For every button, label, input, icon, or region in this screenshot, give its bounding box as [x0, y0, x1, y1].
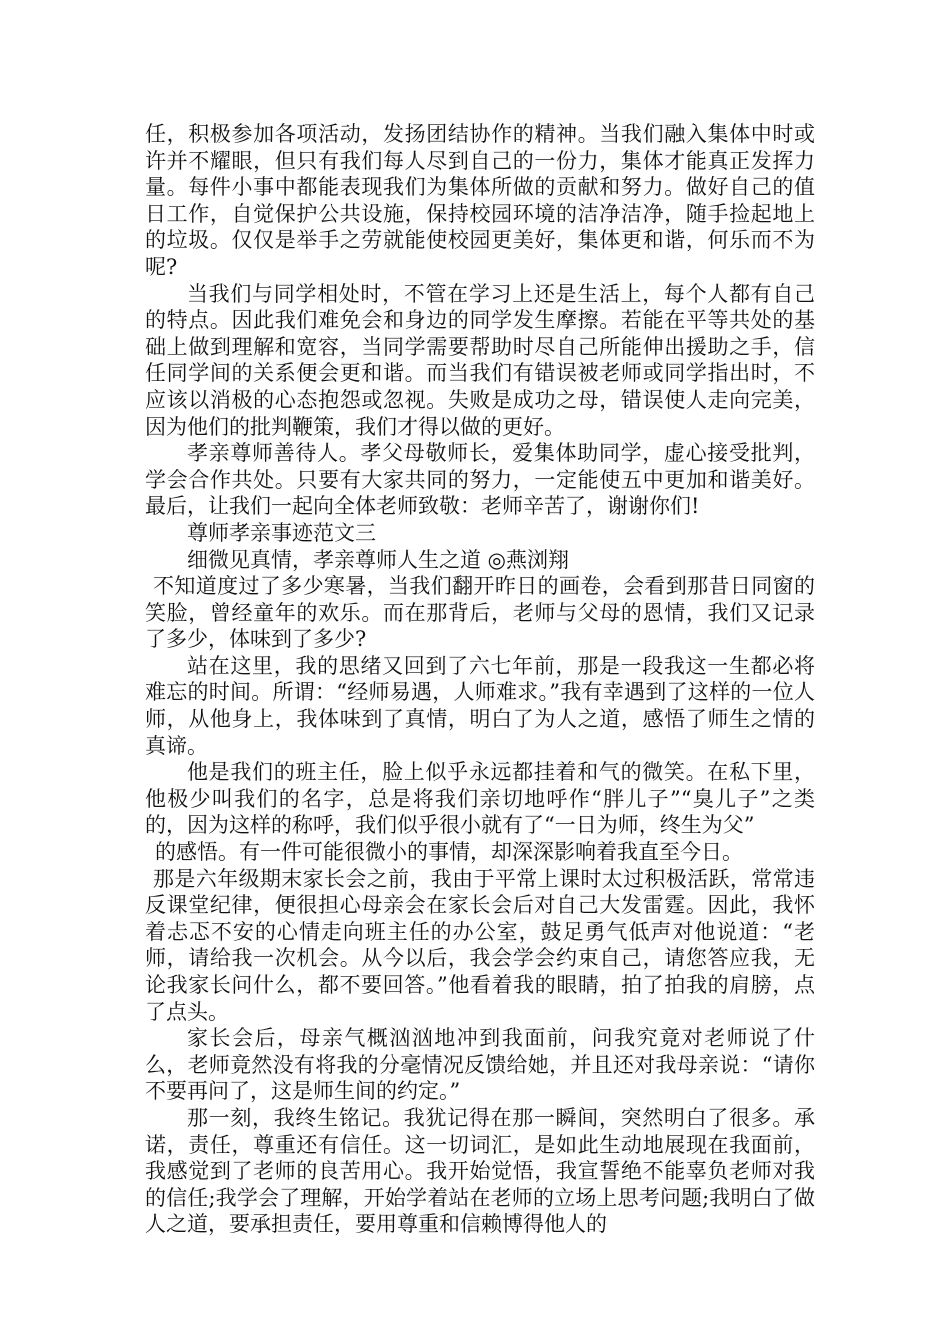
- paragraph-1: 任，积极参加各项活动，发扬团结协作的精神。当我们融入集体中时或许并不耀眼，但只有我们每人尽到自己的一份力，集体才能真正发挥力量。每件小事中都能表现我们为集体所做的贡献和努力。做好自己的值日工作，自觉保护公共设施，保持校园环境的洁净洁净，随手捡起地上的垃圾。仅仅是举手之劳就能使校园更美好，集体更和谐，何乐而不为呢?: [145, 122, 815, 279]
- paragraph-4: 不知道度过了多少寒暑，当我们翻开昨日的画卷，会看到那昔日同窗的笑脸，曾经童年的欢乐。而在那背后，老师与父母的恩情，我们又记录了多少，体味到了多少?: [145, 574, 815, 652]
- paragraph-9: 家长会后，母亲气概汹汹地冲到我面前，问我究竟对老师说了什么，老师竟然没有将我的分毫情况反馈给她，并且还对我母亲说：“请你不要再问了，这是师生间的约定。”: [145, 1026, 815, 1104]
- section-heading: 尊师孝亲事迹范文三: [187, 520, 376, 545]
- paragraph-10: 那一刻，我终生铭记。我犹记得在那一瞬间，突然明白了很多。承诺，责任，尊重还有信任。这一切词汇，是如此生动地展现在我面前，我感觉到了老师的良苦用心。我开始觉悟，我宣誓绝不能辜负老师对我的信任;我学会了理解，开始学着站在老师的立场上思考问题;我明白了做人之道，要承担责任，要用尊重和信赖博得他人的: [145, 1105, 815, 1237]
- paragraph-7: 的感悟。有一件可能很微小的事情，却深深影响着我直至今日。: [155, 840, 743, 865]
- paragraph-2: 当我们与同学相处时，不管在学习上还是生活上，每个人都有自己的特点。因此我们难免会和身边的同学发生摩擦。若能在平等共处的基础上做到理解和宽容，当同学需要帮助时尽自己所能伸出援助之手，信任同学间的关系便会更和谐。而当我们有错误被老师或同学指出时，不应该以消极的心态抱怨或忽视。失败是成功之母，错误使人走向完美，因为他们的批判鞭策，我们才得以做的更好。: [145, 281, 815, 439]
- paragraph-3: 孝亲尊师善待人。孝父母敬师长，爱集体助同学，虚心接受批判，学会合作共处。只要有大家共同的努力，一定能使五中更加和谐美好。最后，让我们一起向全体老师致敬：老师辛苦了，谢谢你们!: [145, 441, 815, 519]
- document-body: [145, 121, 815, 1238]
- article-title: 细微见真情，孝亲尊师人生之道 ◎燕浏翔: [187, 547, 569, 572]
- paragraph-5: 站在这里，我的思绪又回到了六七年前，那是一段我这一生都必将难忘的时间。所谓：“经师易遇，人师难求。”我有幸遇到了这样的一位人师，从他身上，我体味到了真情，明白了为人之道，感悟了师生之情的真谛。: [145, 653, 815, 758]
- paragraph-6: 他是我们的班主任，脸上似乎永远都挂着和气的微笑。在私下里，他极少叫我们的名字，总是将我们亲切地呼作“胖儿子”“臭儿子”之类的，因为这样的称呼，我们似乎很小就有了“一日为师，终生为父”: [145, 760, 815, 838]
- paragraph-8: 那是六年级期末家长会之前，我由于平常上课时太过积极活跃，常常违反课堂纪律，便很担心母亲会在家长会后对自己大发雷霆。因此，我怀着忐忑不安的心情走向班主任的办公室，鼓足勇气低声对他说道：“老师，请给我一次机会。从今以后，我会学会约束自己，请您答应我，无论我家长问什么，都不要回答。”他看着我的眼睛，拍了拍我的肩膀，点了点头。: [145, 866, 815, 1024]
